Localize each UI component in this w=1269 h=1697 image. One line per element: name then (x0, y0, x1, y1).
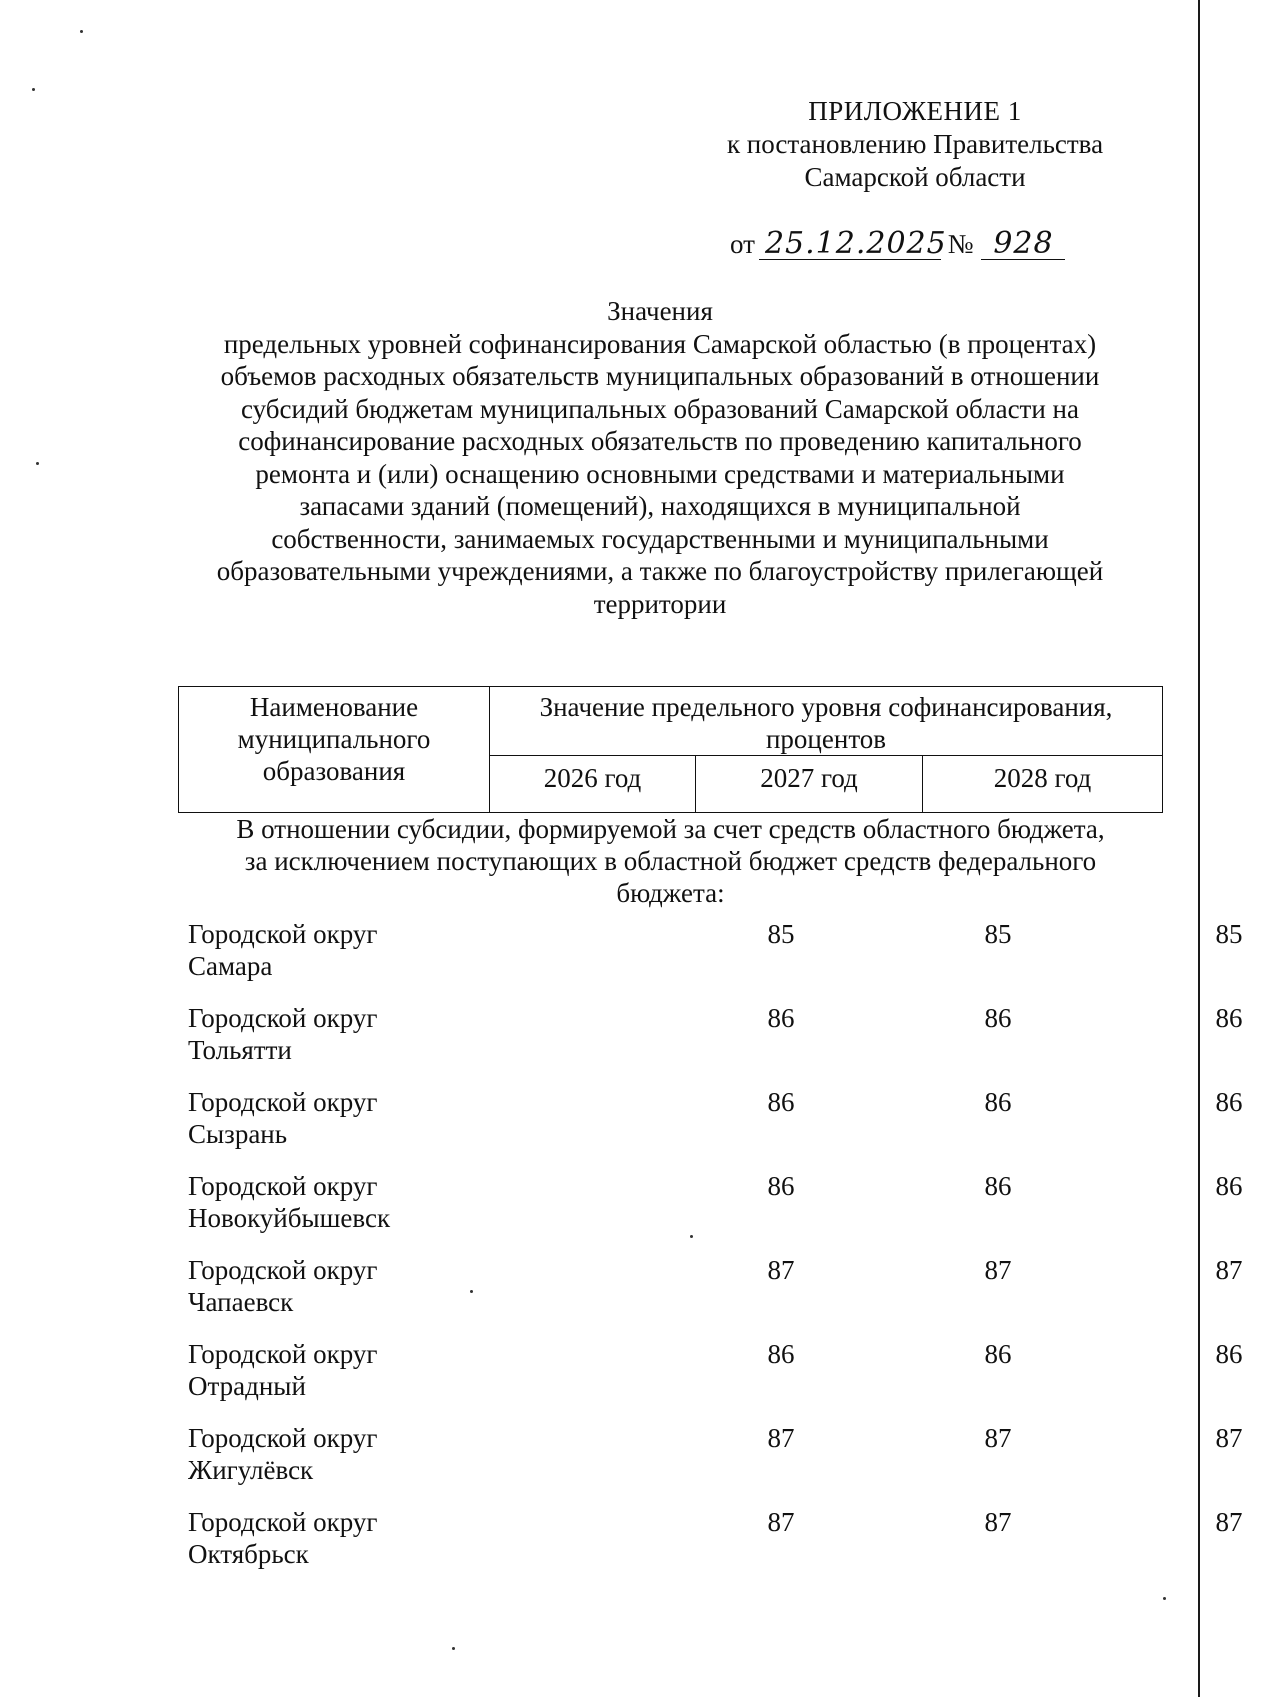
municipality-name (188, 1170, 488, 1234)
value-2028: 86 (1215, 1087, 1243, 1117)
value-2027: 87 (984, 1423, 1012, 1453)
scan-speck (36, 462, 39, 465)
value-2026: 86 (767, 1339, 795, 1369)
scan-speck (1163, 1597, 1166, 1600)
value-2026: 86 (767, 1171, 795, 1201)
name-line: Городской округ (188, 1255, 378, 1285)
name-line: Городской округ (188, 1003, 378, 1033)
handwritten-date: 25.12.2025 (759, 229, 941, 260)
column-header-name (179, 687, 490, 813)
scan-speck (452, 1647, 455, 1650)
resolution-date-number (730, 226, 1065, 262)
column-header-2026: 2026 год (490, 756, 696, 813)
scan-speck (32, 88, 35, 91)
group-header-line: Значение предельного уровня софинансирования, (539, 692, 1113, 722)
value-2026: 86 (767, 1087, 795, 1117)
name-line: Октябрьск (188, 1539, 309, 1569)
value-2028: 87 (1215, 1255, 1243, 1285)
table-header (178, 686, 1163, 813)
title-line: субсидий бюджетам муниципальных образований Самарской области на (241, 393, 1079, 424)
column-header-2027: 2027 год (696, 756, 923, 813)
municipality-name (188, 1338, 488, 1402)
section-note-line: за исключением поступающих в областной бюджет средств федерального (244, 846, 1097, 876)
value-2028: 85 (1215, 919, 1243, 949)
column-header-2028: 2028 год (923, 756, 1163, 813)
value-2028: 86 (1215, 1003, 1243, 1033)
value-2027: 86 (984, 1171, 1012, 1201)
table-row (188, 1170, 1243, 1254)
table-row (188, 918, 1243, 1002)
value-2028: 86 (1215, 1171, 1243, 1201)
value-2027: 86 (984, 1087, 1012, 1117)
group-header-line: процентов (765, 724, 887, 754)
municipality-name (188, 1254, 488, 1318)
value-2026: 87 (767, 1507, 795, 1537)
value-2028: 87 (1215, 1507, 1243, 1537)
table-row (188, 1422, 1243, 1506)
name-line: Городской округ (188, 1087, 378, 1117)
column-group-header (490, 687, 1163, 756)
column-header-line: Наименование (249, 692, 419, 722)
municipality-name (188, 1002, 488, 1066)
name-line: Городской округ (188, 1171, 378, 1201)
municipality-name (188, 1086, 488, 1150)
table-row (188, 1002, 1243, 1086)
scan-speck (80, 30, 83, 33)
value-2028: 87 (1215, 1423, 1243, 1453)
date-prefix: от (730, 229, 755, 259)
document-title (150, 295, 1170, 620)
table-row (188, 1506, 1243, 1590)
annex-line: Самарской области (804, 162, 1026, 192)
handwritten-number: 928 (981, 229, 1065, 260)
name-line: Тольятти (188, 1035, 292, 1065)
value-2027: 86 (984, 1339, 1012, 1369)
value-2026: 85 (767, 919, 795, 949)
annex-title: ПРИЛОЖЕНИЕ 1 (808, 96, 1022, 126)
table-body (188, 918, 1243, 1590)
name-line: Городской округ (188, 1339, 378, 1369)
municipality-name (188, 1506, 488, 1570)
value-2026: 87 (767, 1255, 795, 1285)
section-note-line: бюджета: (616, 878, 725, 908)
municipality-name (188, 918, 488, 982)
name-line: Отрадный (188, 1371, 306, 1401)
column-header-line: образования (262, 756, 406, 786)
value-2027: 85 (984, 919, 1012, 949)
title-line: ремонта и (или) оснащению основными средствами и материальными (255, 458, 1065, 489)
title-line: собственности, занимаемых государственными и муниципальными (271, 523, 1049, 554)
table-row (188, 1338, 1243, 1422)
section-note (178, 813, 1163, 909)
column-header-line: муниципального (237, 724, 431, 754)
title-line: объемов расходных обязательств муниципальных образований в отношении (220, 361, 1100, 391)
title-line: запасами зданий (помещений), находящихся в муниципальной (299, 491, 1021, 521)
value-2027: 87 (984, 1255, 1012, 1285)
name-line: Новокуйбышевск (188, 1203, 391, 1233)
value-2027: 87 (984, 1507, 1012, 1537)
name-line: Городской округ (188, 919, 378, 949)
title-line: территории (593, 588, 727, 619)
title-line: софинансирование расходных обязательств по проведению капитального (238, 426, 1082, 456)
name-line: Самара (188, 951, 273, 981)
number-prefix: № (947, 229, 974, 259)
name-line: Городской округ (188, 1423, 378, 1453)
value-2028: 86 (1215, 1339, 1243, 1369)
table-row (188, 1086, 1243, 1170)
name-line: Чапаевск (188, 1287, 294, 1317)
title-line: образовательными учреждениями, а также по благоустройству прилегающей (216, 556, 1104, 586)
annex-header (705, 95, 1125, 194)
name-line: Сызрань (188, 1119, 288, 1149)
value-2026: 86 (767, 1003, 795, 1033)
name-line: Городской округ (188, 1507, 378, 1537)
section-note-line: В отношении субсидии, формируемой за счет средств областного бюджета, (236, 814, 1105, 844)
municipality-name (188, 1422, 488, 1486)
table-row (188, 1254, 1243, 1338)
value-2027: 86 (984, 1003, 1012, 1033)
value-2026: 87 (767, 1423, 795, 1453)
title-heading: Значения (607, 296, 713, 326)
title-line: предельных уровней софинансирования Самарской областью (в процентах) (223, 328, 1097, 359)
name-line: Жигулёвск (188, 1455, 314, 1485)
annex-line: к постановлению Правительства (726, 129, 1104, 159)
